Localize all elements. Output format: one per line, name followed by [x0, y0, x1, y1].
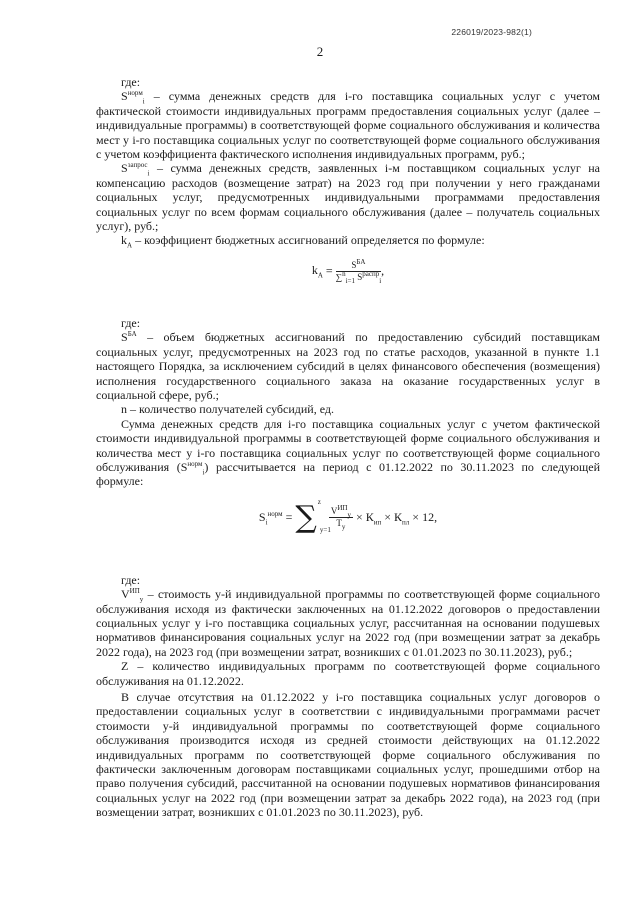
paragraph-sum-norm: Сумма денежных средств для i-го поставщика социальных услуг с учетом фактической стоимости индивидуальной программы в соответствующей форме социального обслуживания и количества мест у i-го поставщика социальных услуг по соответствующей форме социального обслуживания $(S^{норм}_i)$ рассчитывается на период с 01.12.2022 по 30.11.2023 по следующей формуле:: [96, 416, 600, 489]
definition-text: – сумма денежных средств, заявленных i-м поставщиком социальных услуг на компенсацию расходов (возмещение затрат) на 2023 год при получении у него гражданами социальных услуг, предусмотренных индивидуальными программами предоставления социальных услуг по всем формам социального обслуживания (далее – получатель социальных услуг), руб.;: [96, 161, 601, 234]
formula-s-norm: $S_i^{норм}$ = ∑ z y=1 $\frac{V^{ИП}_y}{T_y}$ × $К_{ип} \times К_{пл} \times 12$,: [258, 497, 438, 535]
symbol-k: k: [121, 233, 127, 248]
where-label-3: где:: [121, 572, 141, 587]
fraction-denominator: ∑$^n_{i=1}$ $S^{распр}_i$: [335, 269, 382, 285]
formula-ka: [96, 248, 600, 312]
where-label-2: где:: [121, 315, 141, 330]
paragraph-no-contracts: В случае отсутствия на 01.12.2022 у i-го поставщика социальных услуг договоров о предоставлении социальных услуг в соответствии с индивидуальными программами расчет стоимости y-й индивидуальной программы по соответствующей форме социального обслуживания производится исходя из средней стоимости действующих на 01.12.2022 индивидуальных программ по соответствующей форме социального обслуживания по фактически заключенным договорам поставщиками социальных услуг, прошедшими отбор на право получения субсидий, рассчитанной на основании подушевых нормативов финансирования социальных услуг на 2022 год (при возмещении затрат за декабрь 2022 года), на 2023 год (при возмещении затрат, возникших с 01.01.2023 по 30.11.2023), руб.: [96, 690, 600, 820]
formula-comma: ,: [381, 263, 385, 278]
definition-ka: [96, 233, 600, 250]
formula-lhs: $k_A$: [311, 263, 323, 280]
definition-z: Z – количество индивидуальных программ по соответствующей форме социального обслуживания на 01.12.2022.: [96, 659, 600, 688]
document-body: [96, 75, 600, 820]
page-number: 2: [316, 44, 324, 59]
formula-sum: ∑ z y=1: [295, 497, 331, 535]
document-id: 226019/2023-982(1): [451, 27, 532, 37]
fraction-numerator: $V^{ИП}_y$: [330, 504, 351, 520]
symbol-sub-i: i: [147, 169, 150, 178]
coefficient-k-pl: $К_{пл}$: [394, 509, 410, 526]
formula-equals: =: [325, 263, 333, 278]
constant-twelve: 12: [422, 509, 435, 524]
definition-n: n – количество получателей субсидий, ед.: [121, 402, 334, 417]
symbol-sub-a: A: [127, 241, 133, 250]
symbol-sup-norm: норм: [127, 89, 143, 98]
symbol-s: S: [121, 161, 128, 176]
fraction-denominator: $T_y$: [336, 518, 346, 532]
symbol-s: S: [121, 89, 128, 104]
definition-s-norm: [96, 89, 600, 161]
where-label-1: где:: [121, 75, 141, 89]
definition-text: – сумма денежных средств для i-го поставщика социальных услуг с учетом фактической стоимости индивидуальных программ предоставления социальных услуг (далее – индивидуальные программы) в соответствующей форме социального обслуживания и количества мест у i-го поставщика социальных услуг по соответствующей форме социального обслуживания с учетом коэффициента фактического исполнения индивидуальных программ, руб.;: [96, 89, 600, 162]
definition-text: – коэффициент бюджетных ассигнований определяется по формуле:: [135, 233, 485, 248]
coefficient-k-ip: $К_{ип}$: [365, 509, 382, 526]
definition-text: – стоимость y-й индивидуальной программы по соответствующей форме социального обслуживания исходя из фактически заключенных на 01.12.2022 договоров о предоставлении социальных услуг у i-го поставщика социальных услуг, рассчитанная на основании подушевых нормативов финансирования социальных услуг на 2022 год (при возмещении затрат за декабрь 2022 года), на 2023 год (при возмещении затрат, возникших с 01.01.2023 по 30.11.2023), руб.;: [96, 587, 601, 659]
definition-text: – объем бюджетных ассигнований по предоставлению субсидий поставщикам социальных услуг, предусмотренных на 2023 год по статье расходов, указанной в пункте 1.1 настоящего Порядка, за исключением субсидий в целях финансового обеспечения (возмещения) исполнения государственного социального заказа на оказание государственных услуг в социальной сфере, руб.;: [96, 330, 600, 402]
definition-sba: $S^{БА}$ – объем бюджетных ассигнований по предоставлению субсидий поставщикам социальных услуг, предусмотренных на 2023 год по статье расходов, указанной в пункте 1.1 настоящего Порядка, за исключением субсидий в целях финансового обеспечения (возмещения) исполнения государственного социального заказа на оказание государственных услуг в социальной сфере, руб.;: [96, 330, 600, 402]
formula-equals: =: [285, 509, 293, 524]
definition-v: $V^{ИП}_y$ – стоимость y-й индивидуальной программы по соответствующей форме социального обслуживания исходя из фактически заключенных на 01.12.2022 договоров о предоставлении социальных услуг у i-го поставщика социальных услуг, рассчитанная на основании подушевых нормативов финансирования социальных услуг на 2022 год (при возмещении затрат за декабрь 2022 года), на 2023 год (при возмещении затрат, возникших с 01.01.2023 по 30.11.2023), руб.;: [96, 587, 601, 659]
symbol-sup-zapros: запрос: [127, 161, 148, 170]
formula-fraction: [329, 504, 353, 532]
formula-lhs: $S_i^{норм}$: [258, 509, 283, 526]
definition-s-zapros: [96, 161, 600, 233]
fraction-numerator: $S^{БА}$: [336, 260, 382, 272]
symbol-sub-i: i: [142, 97, 145, 106]
formula-fraction: [335, 257, 385, 285]
